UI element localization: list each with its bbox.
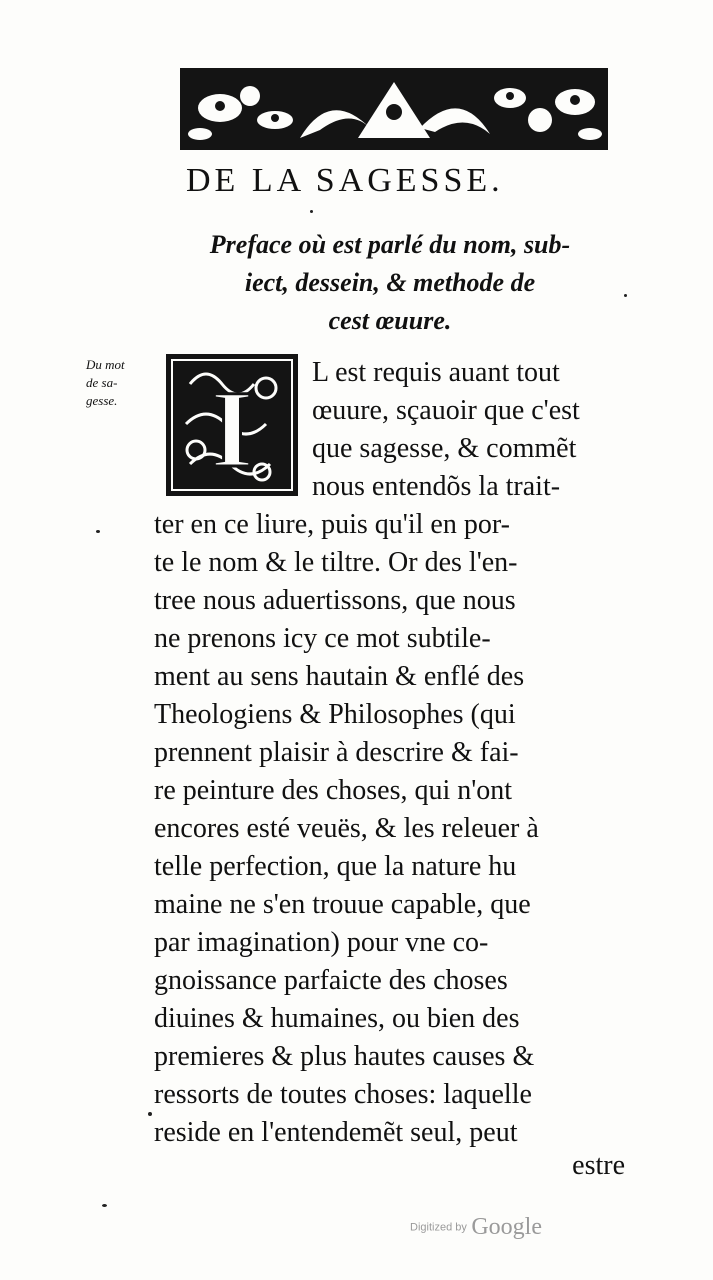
text-line: premieres & plus hautes causes & [154, 1041, 535, 1072]
decorated-initial-letter [166, 354, 298, 496]
text-line: encores esté veuës, & les releuer à [154, 813, 539, 844]
section-heading-line: Preface où est parlé du nom, sub- [209, 230, 571, 259]
text-line: Theologiens & Philosophes (qui [154, 699, 516, 730]
section-heading [170, 226, 610, 340]
text-line: gnoissance parfaicte des choses [154, 965, 508, 996]
text-line: ne prenons icy ce mot subtile- [154, 623, 491, 654]
text-line: reside en l'entendemẽt seul, peut [154, 1117, 518, 1148]
margin-note-line: Du mot [86, 357, 125, 372]
text-line: ment au sens hautain & enflé des [154, 661, 525, 692]
text-line: maine ne s'en trouue capable, que [154, 889, 531, 920]
watermark-prefix: Digitized by [410, 1221, 467, 1234]
text-line: prennent plaisir à descrire & fai- [154, 737, 519, 768]
scan-speck [624, 294, 627, 297]
margin-note-line: gesse. [86, 393, 118, 408]
margin-note-line: de sa- [86, 375, 118, 390]
margin-note [86, 356, 156, 410]
scan-speck [310, 210, 313, 213]
initial-glyph: I [210, 368, 254, 490]
text-line: L est requis auant tout [312, 357, 560, 388]
text-line: telle perfection, que la nature hu [154, 851, 517, 882]
watermark-brand: Google [471, 1214, 542, 1240]
text-line: ter en ce liure, puis qu'il en por- [154, 509, 510, 540]
decorative-headpiece [180, 68, 608, 150]
text-line: re peinture des choses, qui n'ont [154, 775, 513, 806]
page-title: DE LA SAGESSE. [186, 162, 504, 199]
text-line: que sagesse, & commẽt [312, 433, 577, 464]
text-line: tree nous aduertissons, que nous [154, 585, 516, 616]
digitization-watermark [410, 1214, 542, 1241]
scan-speck [148, 1112, 152, 1116]
catchword: estre [572, 1150, 625, 1181]
text-line: diuines & humaines, ou bien des [154, 1003, 520, 1034]
text-line: par imagination) pour vne co- [154, 927, 489, 958]
section-heading-line: cest œuure. [328, 306, 452, 335]
text-line: œuure, sçauoir que c'est [312, 395, 580, 426]
scan-speck [102, 1204, 107, 1207]
text-line: te le nom & le tiltre. Or des l'en- [154, 547, 518, 578]
text-line: nous entendõs la trait- [312, 471, 561, 502]
section-heading-line: iect, dessein, & methode de [244, 268, 536, 297]
text-line: ressorts de toutes choses: laquelle [154, 1079, 532, 1110]
scan-speck [96, 530, 100, 533]
